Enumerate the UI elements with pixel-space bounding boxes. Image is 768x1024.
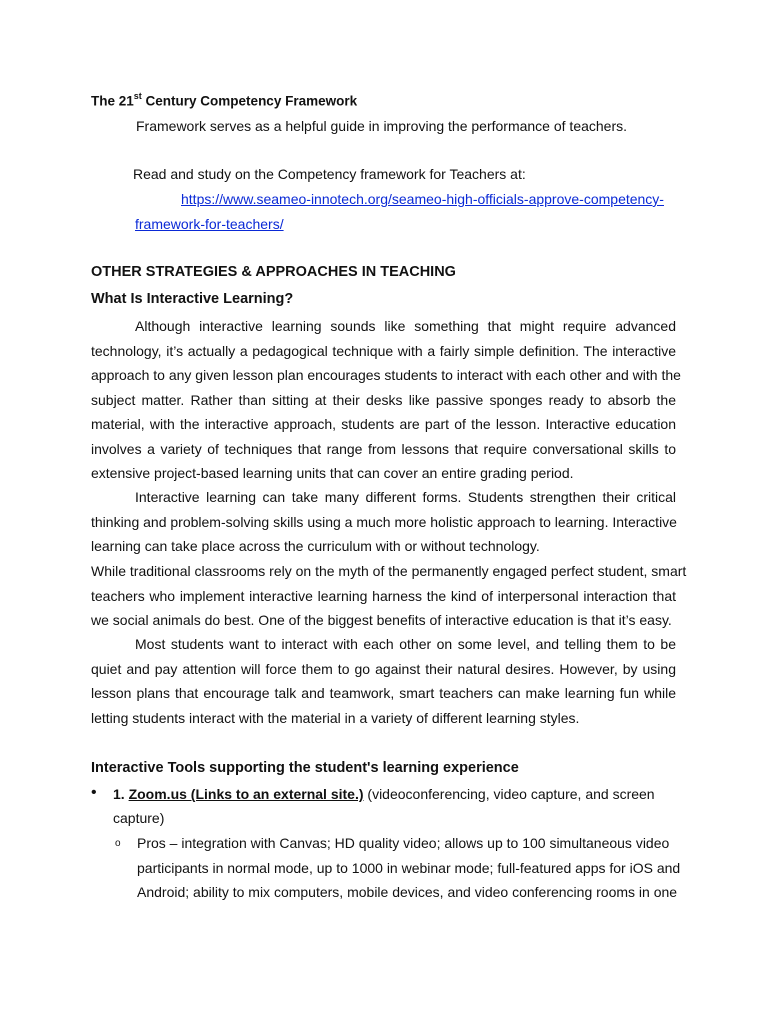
bullet-icon: • — [91, 784, 97, 801]
paragraph-line: technology, it’s actually a pedagogical technique with a fairly simple definition. The interactive — [91, 342, 676, 359]
pros-line: Pros – integration with Canvas; HD quality video; allows up to 100 simultaneous video — [137, 835, 670, 851]
paragraph-line: we social animals do best. One of the biggest benefits of interactive education is that it’s easy. — [91, 612, 672, 628]
paragraph-line: While traditional classrooms rely on the myth of the permanently engaged perfect student, smart — [91, 563, 687, 579]
paragraph-1 — [91, 318, 681, 490]
framework-intro: Framework serves as a helpful guide in improving the performance of teachers. — [136, 118, 628, 134]
pros-line: Android; ability to mix computers, mobile devices, and video conferencing rooms in one — [137, 884, 678, 900]
zoom-external-link[interactable]: Zoom.us (Links to an external site.) — [128, 786, 364, 802]
paragraph-4 — [91, 636, 676, 734]
title-text: The 21 — [91, 93, 134, 109]
paragraph-line: teachers who implement interactive learning harness the kind of interpersonal interaction that — [91, 587, 676, 604]
paragraph-line: Although interactive learning sounds like something that might require advanced — [135, 318, 676, 334]
paragraph-line: approach to any given lesson plan encourages students to interact with each other and with the — [91, 367, 681, 383]
paragraph-line: subject matter. Rather than sitting at their desks like passive sponges ready to absorb the — [91, 391, 676, 408]
paragraph-3 — [91, 563, 687, 637]
competency-framework-link-continued[interactable]: framework-for-teachers/ — [135, 216, 284, 232]
paragraph-line: extensive project-based learning units that can cover an entire grading period. — [91, 465, 574, 481]
tool-item-zoom — [113, 786, 655, 802]
paragraph-line: involves a variety of techniques that range from lessons that require conversational skills to — [91, 440, 676, 457]
paragraph-2 — [91, 489, 676, 563]
title-text-rest: Century Competency Framework — [141, 93, 358, 109]
framework-title — [91, 92, 357, 109]
tool-item-description: (videoconferencing, video capture, and screen — [363, 786, 655, 802]
paragraph-line: material, with the interactive approach, students are part of the lesson. Interactive education — [91, 416, 676, 432]
paragraph-line: Most students want to interact with each other on some level, and telling them to be — [135, 636, 676, 652]
read-study-text: Read and study on the Competency framework for Teachers at: — [133, 166, 526, 182]
paragraph-line: lesson plans that encourage talk and teamwork, smart teachers can make learning fun while — [91, 685, 676, 701]
paragraph-line: thinking and problem-solving skills using a much more holistic approach to learning. Interactive — [91, 513, 677, 530]
tools-heading: Interactive Tools supporting the student's learning experience — [91, 760, 519, 776]
competency-framework-link[interactable]: https://www.seameo-innotech.org/seameo-high-officials-approve-competency- — [181, 191, 664, 207]
tool-item-description-continued: capture) — [113, 810, 165, 826]
section-heading: OTHER STRATEGIES & APPROACHES IN TEACHING — [91, 264, 456, 280]
section-subheading: What Is Interactive Learning? — [91, 291, 294, 307]
paragraph-line: quiet and pay attention will force them to go against their natural desires. However, by using — [91, 660, 676, 677]
paragraph-line: learning can take place across the curriculum with or without technology. — [91, 538, 540, 554]
sub-bullet-icon: o — [115, 838, 121, 849]
title-superscript: st — [133, 91, 142, 101]
paragraph-line: Interactive learning can take many different forms. Students strengthen their critical — [135, 489, 676, 505]
paragraph-line: letting students interact with the material in a variety of different learning styles. — [91, 709, 580, 726]
tool-item-number: 1. — [113, 786, 129, 802]
pros-line: participants in normal mode, up to 1000 in webinar mode; full-featured apps for iOS and — [137, 860, 681, 876]
